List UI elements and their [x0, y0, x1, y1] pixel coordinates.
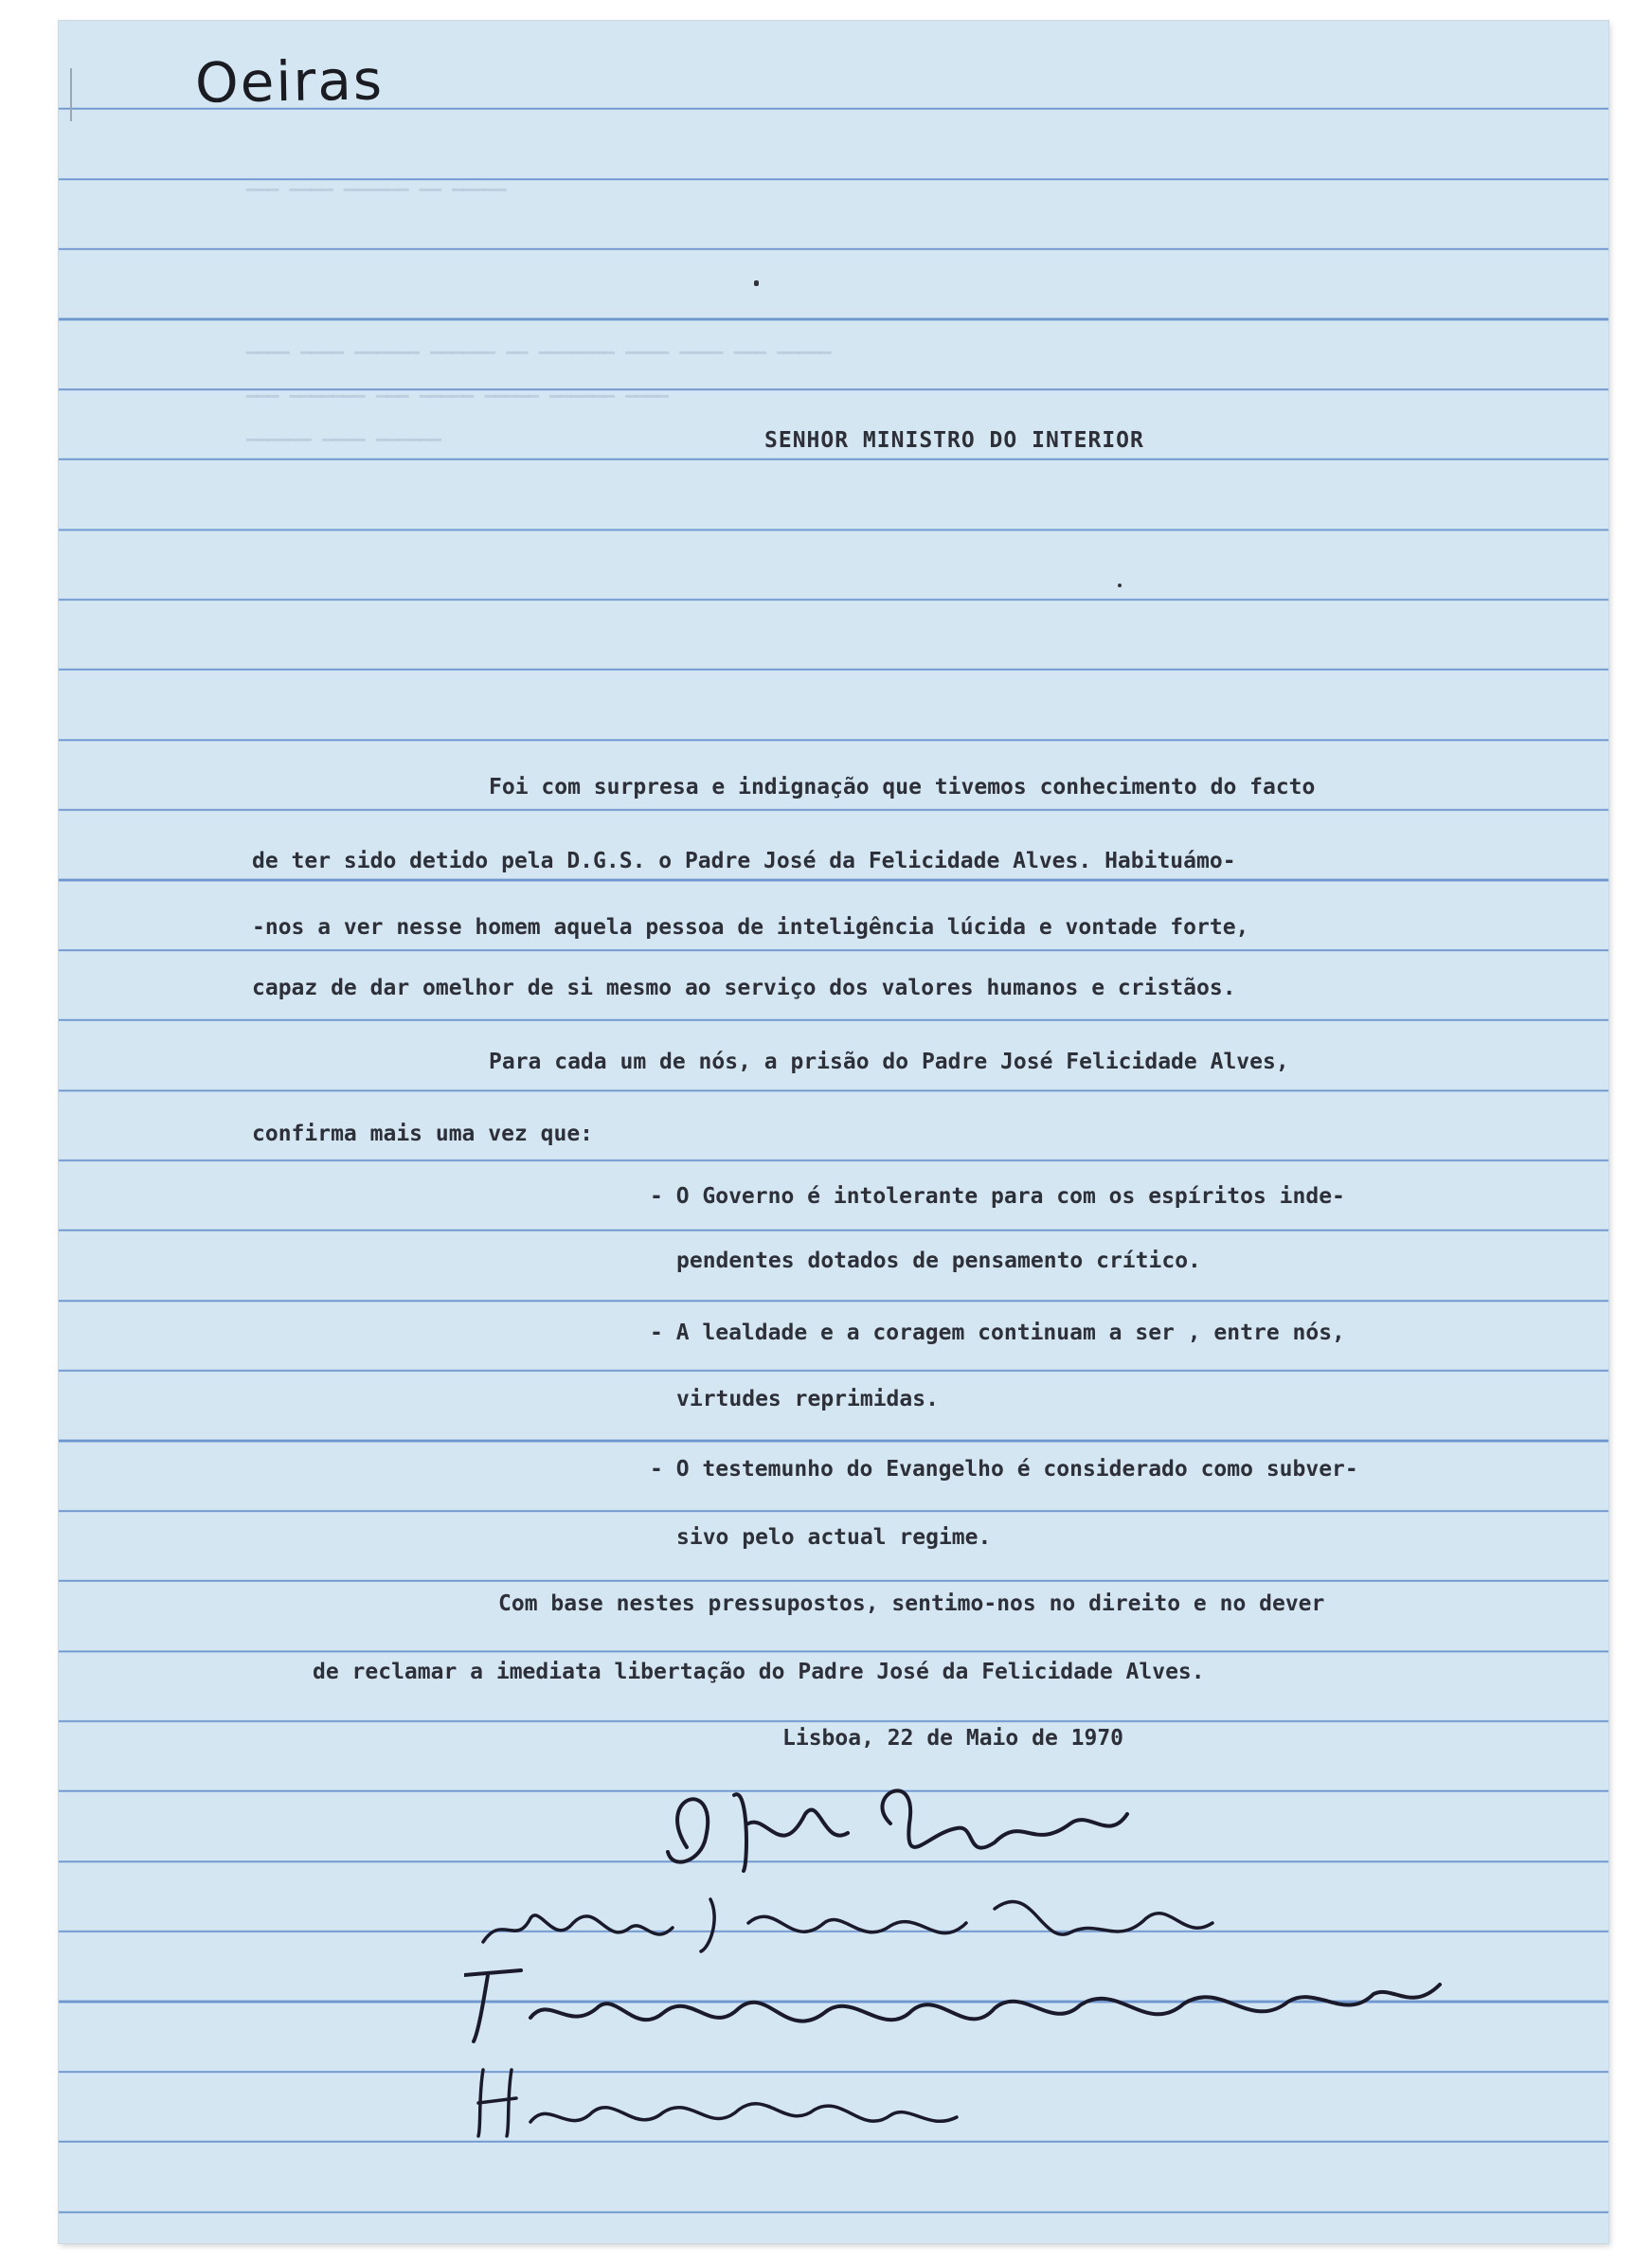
signature-3 — [464, 1970, 1440, 2054]
list-item-line: - A lealdade e a coragem continuam a ser , entre nós, — [650, 1321, 1345, 1345]
signature-text: Fernando António dos Santos Carvalho Lima — [464, 2043, 679, 2054]
list-item-line: pendentes dotados de pensamento crítico. — [676, 1249, 1201, 1273]
bleed-through-line: ▁▁▁▁▁▁ ▁▁▁▁ ▁▁▁▁▁▁ — [246, 421, 441, 441]
signature-text: Diogo Duarte — [862, 1816, 926, 1826]
body-line: -nos a ver nesse homem aquela pessoa de inteligência lúcida e vontade forte, — [252, 915, 1249, 940]
margin-mark — [70, 68, 72, 121]
bleed-through-line: ▁▁▁▁ ▁▁▁▁ ▁▁▁▁▁▁ ▁▁▁▁▁▁ ▁▁ ▁▁▁▁▁▁▁ ▁▁▁▁ ▁▁▁▁ ▁▁▁ ▁▁▁▁▁ — [246, 333, 832, 354]
list-item-line: - O Governo é intolerante para com os espíritos inde- — [650, 1184, 1345, 1209]
list-item-line: - O testemunho do Evangelho é considerado como subver- — [650, 1457, 1358, 1482]
body-line: confirma mais uma vez que: — [252, 1122, 594, 1146]
signature-1 — [668, 1790, 1127, 1871]
list-item-line: virtudes reprimidas. — [676, 1387, 939, 1411]
closing-line: Com base nestes pressupostos, sentimo-nos no direito e no dever — [498, 1591, 1325, 1616]
body-line: de ter sido detido pela D.G.S. o Padre José da Felicidade Alves. Habituámo- — [252, 849, 1236, 873]
body-line: capaz de dar omelhor de si mesmo ao serviço dos valores humanos e cristãos. — [252, 976, 1236, 1000]
bleed-through-line: ▁▁▁ ▁▁▁▁▁▁▁ ▁▁▁ ▁▁▁▁▁ ▁▁▁▁▁ ▁▁▁▁▁▁ ▁▁▁▁ — [246, 377, 670, 398]
handwritten-note: Oeiras — [194, 47, 385, 116]
signature-4 — [478, 2070, 957, 2153]
closing-line: de reclamar a imediata libertação do Padre José da Felicidade Alves. — [313, 1660, 1205, 1684]
signatures-block — [464, 1757, 1487, 2155]
body-line: Para cada um de nós, a prisão do Padre José Felicidade Alves, — [489, 1050, 1289, 1074]
signature-text: Maria Isabel Duarte — [483, 1949, 581, 1959]
bleed-through-line: ▁▁▁ ▁▁▁▁ ▁▁▁▁▁▁ ▁▁ ▁▁▁▁▁ — [246, 171, 507, 191]
ink-speck — [754, 280, 759, 286]
signature-text: Hamilton Lima — [483, 2143, 555, 2153]
body-line: Foi com surpresa e indignação que tivemos conhecimento do facto — [489, 775, 1316, 800]
signature-2 — [483, 1899, 1212, 1959]
ink-speck — [1118, 584, 1122, 587]
letter-heading: SENHOR MINISTRO DO INTERIOR — [764, 428, 1144, 453]
list-item-line: sivo pelo actual regime. — [676, 1525, 992, 1550]
place-date: Lisboa, 22 de Maio de 1970 — [782, 1726, 1124, 1751]
